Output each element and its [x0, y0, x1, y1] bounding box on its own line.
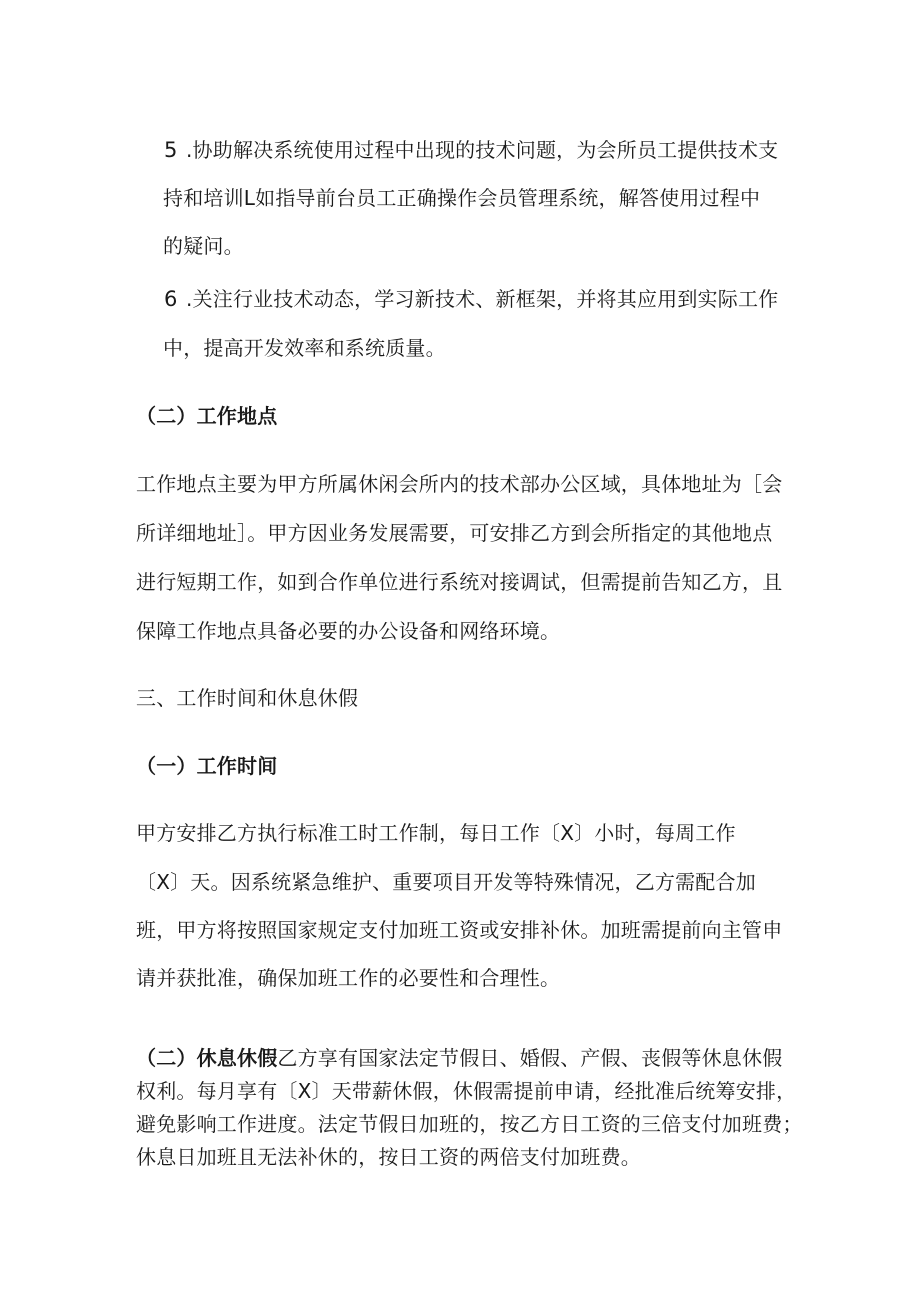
section-heading-work-location: （二）工作地点 — [136, 404, 278, 428]
work-location-line-4: 保障工作地点具备必要的办公设备和网络环境。 — [136, 619, 561, 643]
rest-line-2: 权利。每月享有〔X〕天带薪休假，休假需提前申请，经批准后统筹安排， — [136, 1079, 797, 1103]
item-number-5: 5 — [164, 138, 178, 162]
item-5-line-1: .协助解决系统使用过程中出现的技术问题，为会所员工提供技术支 — [186, 138, 779, 162]
item-number-6: 6 — [164, 287, 178, 311]
rest-line-4: 休息日加班且无法补休的，按日工资的两倍支付加班费。 — [136, 1145, 641, 1169]
rest-line-3: 避免影响工作进度。法定节假日加班的，按乙方日工资的三倍支付加班费； — [136, 1112, 803, 1136]
work-location-line-2: 所详细地址］。甲方因业务发展需要，可安排乙方到会所指定的其他地点 — [136, 521, 773, 545]
work-time-line-1: 甲方安排乙方执行标准工时工作制，每日工作〔X〕小时，每周工作 — [136, 821, 736, 845]
section-heading-rest: （二）休息休假 — [136, 1046, 278, 1070]
item-5-line-2: 持和培训L如指导前台员工正确操作会员管理系统，解答使用过程中 — [163, 186, 761, 210]
work-time-line-3: 班，甲方将按照国家规定支付加班工资或安排补休。加班需提前向主管申 — [136, 918, 783, 942]
item-5-line-3: 的疑问。 — [163, 234, 244, 258]
item-6-line-1: .关注行业技术动态，学习新技术、新框架，并将其应用到实际工作 — [186, 287, 779, 311]
work-location-line-1: 工作地点主要为甲方所属休闲会所内的技术部办公区域，具体地址为［会 — [136, 472, 783, 496]
rest-line-1 — [136, 1044, 782, 1072]
work-time-line-2: 〔X〕天。因系统紧急维护、重要项目开发等特殊情况，乙方需配合加 — [136, 870, 756, 894]
item-6-line-2: 中，提高开发效率和系统质量。 — [163, 336, 446, 360]
chapter-three-title: 三、工作时间和休息休假 — [136, 686, 359, 710]
rest-line-1-text: 乙方享有国家法定节假日、婚假、产假、丧假等休息休假 — [277, 1046, 783, 1070]
work-time-line-4: 请并获批准，确保加班工作的必要性和合理性。 — [136, 966, 561, 990]
section-heading-work-time: （一）工作时间 — [136, 754, 278, 778]
work-location-line-3: 进行短期工作，如到合作单位进行系统对接调试，但需提前告知乙方，且 — [136, 570, 783, 594]
